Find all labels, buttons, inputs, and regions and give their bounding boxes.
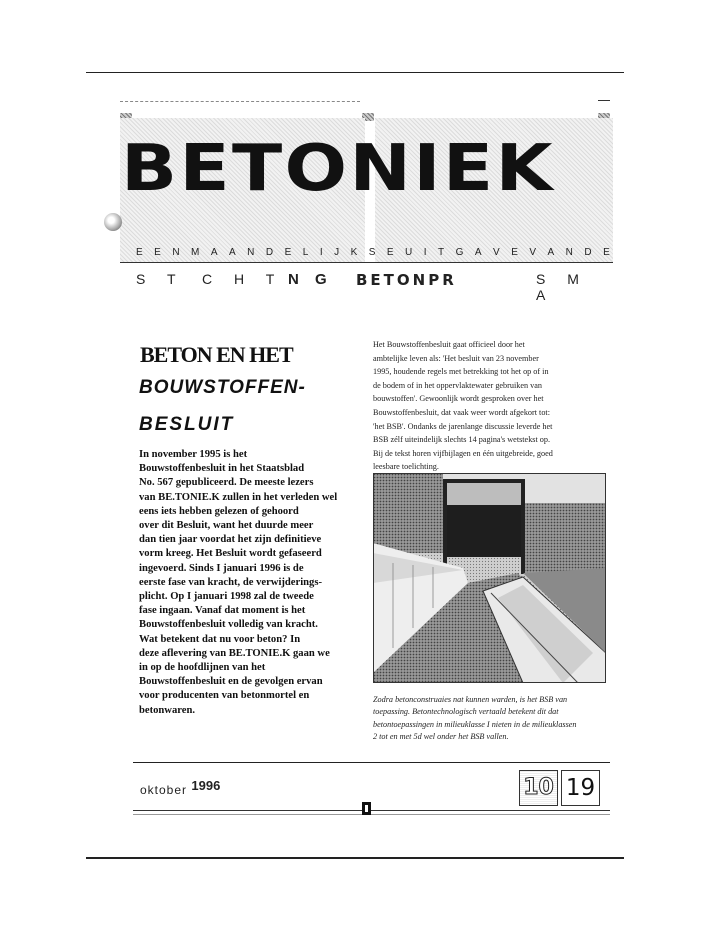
tagline-letter: G — [455, 247, 465, 258]
issue-date — [140, 778, 221, 797]
caption-line: Zodra betonconstruaies nat kunnen warden, is het BSB van — [373, 695, 568, 704]
body-line: bouwstoffen'. Gewoonlijk wordt gesproken over het — [373, 394, 544, 404]
binder-hole-icon — [104, 213, 122, 231]
tagline-letter: N — [172, 247, 181, 258]
intro-line: van BE.TONIE.K zullen in het verleden wel — [139, 491, 338, 503]
tagline-letter: T — [438, 247, 446, 258]
intro-line: Bouwstoffenbesluit in het Staatsblad — [139, 463, 305, 475]
footer-rule — [133, 810, 610, 811]
intro-line: Wat betekent dat nu voor beton? In — [139, 633, 301, 645]
article-body — [373, 338, 613, 474]
issue-number: 10 — [519, 770, 558, 806]
caption-line: toepassing. Betontechnologisch vertaald betekent dit dat — [373, 707, 559, 717]
body-line: Bouwstoffenbesluit, dat vaak weer wordt afgekort tot: — [373, 407, 550, 417]
article-intro — [139, 448, 354, 718]
body-line: Bij de tekst horen vijfbijlagen en één uitgebreide, goed — [373, 448, 553, 458]
tagline-letter: D — [265, 247, 275, 258]
body-line: leesbare toelichting. — [373, 462, 439, 472]
intro-line: Bouwstoffenbesluit volledig van kracht. — [139, 619, 318, 631]
tagline-letter: V — [529, 247, 538, 258]
tagline-letter: A — [474, 247, 483, 258]
intro-line: dan tien jaar voordat het zijn definitieve — [139, 534, 322, 546]
body-line: 'het BSB'. Ondanks de jarenlange discussie leverde het — [373, 421, 553, 431]
intro-line: Bouwstoffenbesluit en de gevolgen ervan — [139, 676, 323, 688]
tagline-letter: U — [405, 247, 414, 258]
body-line: Het Bouwstoffenbesluit gaat officieel door het — [373, 340, 525, 349]
caption-line: 2 tot en met 5d wel onder het BSB vallen. — [373, 731, 509, 741]
footer-rule — [133, 814, 610, 815]
tagline-letter: J — [334, 247, 341, 258]
masthead-title: BETONIEK — [121, 132, 555, 206]
intro-line: In november 1995 is het — [139, 449, 248, 460]
footer-rule — [133, 762, 610, 763]
canal-lock-photo — [373, 473, 606, 683]
tagline-letter: N — [247, 247, 256, 258]
corner-tick — [598, 100, 610, 101]
intro-line: eerste fase van kracht, de verwijderings- — [139, 576, 322, 588]
caption-line: betontoepassingen in milieuklasse I nieten in de milieuklassen — [373, 719, 577, 729]
registration-mark — [362, 802, 371, 815]
tagline-rule — [120, 262, 613, 263]
body-line: de bodem of in het oppervlaktewater gebruiken van — [373, 380, 542, 390]
tagline-letter: E — [154, 247, 162, 258]
tagline-letter: E — [511, 247, 519, 258]
intro-line: fase ingaan. Vanaf dat moment is het — [139, 605, 306, 617]
tagline-letter: E — [284, 247, 293, 258]
intro-line: deze aflevering van BE.TONIE.K gaan we — [139, 647, 330, 659]
body-line: 1995, houdende regels met betrekking tot het op of in — [373, 367, 549, 377]
publisher-part: C H T — [202, 271, 284, 287]
tagline-letter: A — [547, 247, 556, 258]
tagline-letter: E — [603, 247, 611, 258]
intro-line: over dit Besluit, want het duurde meer — [139, 520, 314, 532]
issue-month: oktober — [140, 783, 188, 797]
tagline-letter: M — [191, 247, 201, 258]
tagline-letter: A — [229, 247, 237, 258]
article-subtitle: BOUWSTOFFEN- — [139, 377, 306, 398]
intro-line: voor producenten van betonmortel en — [139, 690, 310, 702]
dashed-rule — [120, 101, 360, 102]
tagline-letter: E — [386, 247, 395, 258]
tagline-letter: N — [565, 247, 574, 258]
intro-line: eens iets hebben gelezen of gehoord — [139, 505, 299, 517]
publisher-line — [136, 271, 606, 303]
photo-caption — [373, 694, 613, 743]
article-subtitle: BESLUIT — [139, 414, 235, 435]
tagline-letter: K — [350, 247, 359, 258]
top-rule — [86, 72, 624, 73]
bottom-rule — [86, 857, 624, 859]
publisher-part: S T — [136, 271, 185, 287]
page-number: 19 — [561, 770, 600, 806]
intro-line: ingevoerd. Sinds I januari 1996 is de — [139, 562, 304, 574]
intro-line: betonwaren. — [139, 704, 196, 716]
body-line: BSB zélf uiteindelijk slechts 14 pagina's wetstekst op. — [373, 435, 551, 445]
tagline-letter: D — [584, 247, 593, 258]
tagline-letter: I — [319, 247, 324, 258]
article-title: BETON EN HET — [140, 342, 293, 367]
publisher-part: S M A — [536, 271, 588, 303]
body-line: ambtelijke leven als: 'Het besluit van 23 november — [373, 353, 539, 363]
tagline-letter: V — [493, 247, 501, 258]
intro-line: No. 567 gepubliceerd. De meeste lezers — [139, 477, 314, 489]
tagline-letter: L — [302, 247, 310, 258]
tagline-letter: I — [423, 247, 428, 258]
intro-line: vorm kreeg. Het Besluit wordt gefaseerd — [139, 548, 322, 560]
tagline-letter: A — [210, 247, 219, 258]
intro-line: in op de hoofdlijnen van het — [139, 662, 266, 674]
tagline-letter: E — [136, 247, 144, 258]
tagline-letter: S — [368, 247, 377, 258]
publisher-part: N G — [288, 271, 333, 288]
publisher-part: BETONPR — [356, 271, 457, 289]
masthead-tagline — [136, 247, 611, 258]
intro-line: plicht. Op I januari 1998 zal de tweede — [139, 591, 314, 603]
issue-year: 1996 — [191, 778, 221, 793]
